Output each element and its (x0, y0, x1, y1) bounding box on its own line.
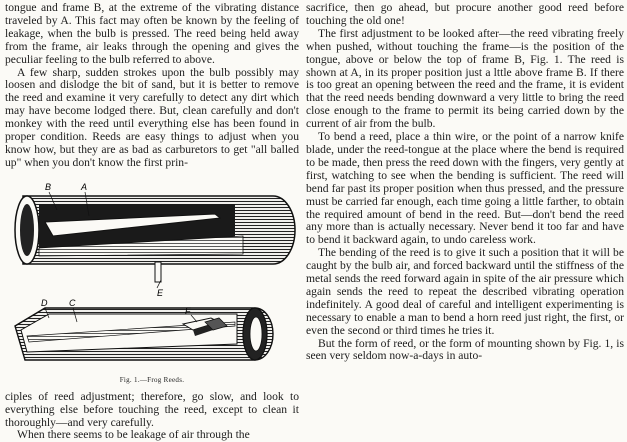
left-paragraph-2: A few sharp, sudden strokes upon the bulb possibly may loosen and dislodge the bit of sand, but it is better to remove the reed and examine it very carefully to detect any dirt which may have become lodged there. But, clean carefully and don't monkey with the reed until everything else has been found in proper condition. Reeds are easy things to adjust when you know how, but they are as bad as carburetors to get "all balled up" when you don't know the first prin- (5, 65, 299, 169)
left-column (5, 2, 299, 442)
right-paragraph-4: The bending of the reed is to give it such a position that it will be caught by the bulb air, and forced backward until the stiffness of the metal sends the reed forward again in spite of the air pressure which again sends the reed to repeat the described vibrating operation indefinitely. A good deal of careful and intelligent experimenting is necessary to enable a man to bend a horn reed just right, the first, or even the second or third times he tries it. (306, 246, 624, 337)
label-c: C (69, 297, 76, 308)
label-f: F (185, 305, 191, 316)
right-column (306, 2, 624, 363)
right-paragraph-3: To bend a reed, place a thin wire, or the point of a narrow knife blade, under the reed-tongue at the place where the bend is required to be made, then press the reed down with the fingers, very gently at first, watching to see when the bending is sufficient. The reed will bend far past its proper position when thus pressed, and the pressure must be carried far enough, each time going a little farther, to obtain the required amount of bend in the reed. But—don't bend the reed any more than is actually necessary. Never bend it too far and have to bend it backward again, to undo careless work. (306, 130, 624, 247)
frog-reeds-figure (5, 176, 299, 372)
right-paragraph-5: But the form of reed, or the form of mounting shown by Fig. 1, is seen very seldom now-a-days in auto- (306, 336, 624, 363)
label-b: B (45, 181, 52, 192)
right-paragraph-2: The first adjustment to be looked after—the reed vibrating freely when pushed, without touching the frame—is the position of the tongue, above or below the top of frame B, Fig. 1. The reed is shown at A, in its proper position just a lttle above frame B. If there is too great an opening between the reed and the frame, it is evident that the reed needs bending downward a very little to bring the reed close enough to the frame to permit its being carried down by the current of air from the bulb. (306, 26, 624, 131)
label-d: D (41, 297, 48, 308)
right-paragraph-1: sacrifice, then go ahead, but procure another good reed before touching the old one! (306, 1, 624, 27)
bottom-reed-drawing (15, 305, 273, 360)
frog-reeds-illustration (5, 176, 299, 372)
label-a: A (81, 181, 88, 192)
left-paragraph-1: tongue and frame B, at the extreme of the vibrating distance traveled by A. This fact may often be known by the feeling of leakage, when the bulb is pressed. The reed being held away from the frame, air leaks through the opening and gives the peculiar feeling to the bulb referred to above. (5, 1, 299, 66)
left-paragraph-3: ciples of reed adjustment; therefore, go slow, and look to everything else before touching the reed, except to clean it thoroughly—and very carefully. (5, 389, 299, 429)
figure-caption: Fig. 1.—Frog Reeds. (119, 375, 185, 384)
label-e: E (157, 287, 164, 298)
left-paragraph-4: When there seems to be leakage of air through the (17, 428, 250, 442)
